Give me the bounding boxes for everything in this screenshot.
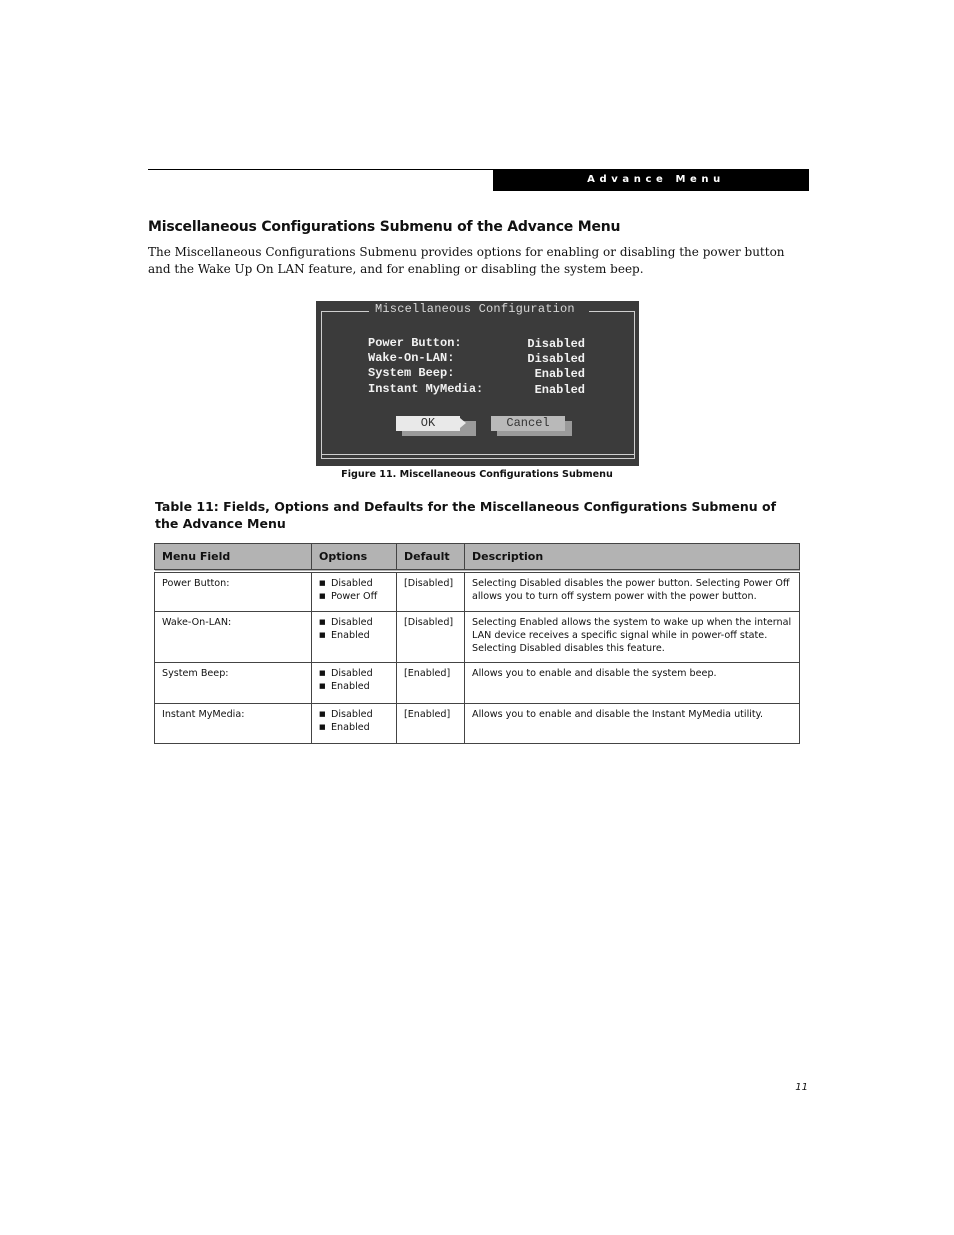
header-description: Description bbox=[465, 544, 800, 572]
option-item: ■ Disabled bbox=[319, 708, 389, 721]
table-title: Table 11: Fields, Options and Defaults for the Miscellaneous Configurations Submenu of the Advance Menu bbox=[155, 499, 777, 531]
dialog-title: Miscellaneous Configuration bbox=[375, 302, 575, 316]
option-item: ■ Enabled bbox=[319, 680, 389, 693]
cell-description: Allows you to enable and disable the system beep. bbox=[465, 662, 800, 703]
cell-options bbox=[312, 662, 397, 703]
page-number: 11 bbox=[795, 1082, 808, 1093]
figure-caption: Figure 11. Miscellaneous Configurations Submenu bbox=[341, 469, 613, 480]
option-item: ■ Disabled bbox=[319, 616, 389, 629]
table-row bbox=[155, 703, 800, 743]
option-item: ■ Power Off bbox=[319, 590, 389, 603]
ok-button[interactable]: OK bbox=[396, 416, 460, 431]
field-label-system-beep: System Beep: bbox=[368, 366, 455, 380]
table-row bbox=[155, 611, 800, 662]
cell-options bbox=[312, 611, 397, 662]
table-row bbox=[155, 662, 800, 703]
header-default: Default bbox=[397, 544, 465, 572]
cell-description: Allows you to enable and disable the Instant MyMedia utility. bbox=[465, 703, 800, 743]
cancel-button[interactable]: Cancel bbox=[491, 416, 565, 431]
field-label-instant-mymedia: Instant MyMedia: bbox=[368, 382, 484, 396]
cell-field: System Beep: bbox=[155, 662, 312, 703]
cell-options bbox=[312, 571, 397, 611]
option-item: ■ Enabled bbox=[319, 629, 389, 642]
cell-default: [Enabled] bbox=[397, 662, 465, 703]
cell-field: Power Button: bbox=[155, 571, 312, 611]
cell-field: Wake-On-LAN: bbox=[155, 611, 312, 662]
table-row bbox=[155, 571, 800, 611]
table-header-row bbox=[155, 544, 800, 572]
cell-default: [Enabled] bbox=[397, 703, 465, 743]
option-item: ■ Enabled bbox=[319, 721, 389, 734]
option-item: ■ Disabled bbox=[319, 577, 389, 590]
header-options: Options bbox=[312, 544, 397, 572]
field-value-power-button[interactable]: Disabled bbox=[527, 337, 585, 351]
running-header: Advance Menu bbox=[493, 169, 809, 191]
cell-field: Instant MyMedia: bbox=[155, 703, 312, 743]
field-label-wake-on-lan: Wake-On-LAN: bbox=[368, 351, 455, 365]
header-rule bbox=[148, 169, 493, 170]
ok-selection-arrow-icon bbox=[460, 418, 466, 428]
cell-options bbox=[312, 703, 397, 743]
field-label-power-button: Power Button: bbox=[368, 336, 462, 350]
field-value-wake-on-lan[interactable]: Disabled bbox=[527, 352, 585, 366]
cell-default: [Disabled] bbox=[397, 571, 465, 611]
bios-screen-figure bbox=[316, 301, 639, 466]
intro-paragraph: The Miscellaneous Configurations Submenu provides options for enabling or disabling the power button and the Wake Up On LAN feature, and for enabling or disabling the system beep. bbox=[148, 245, 785, 276]
header-menu-field: Menu Field bbox=[155, 544, 312, 572]
option-item: ■ Disabled bbox=[319, 667, 389, 680]
cell-description: Selecting Enabled allows the system to wake up when the internal LAN device receives a specific signal while in power-off state. Selecting Disabled disables this feature. bbox=[465, 611, 800, 662]
cell-default: [Disabled] bbox=[397, 611, 465, 662]
field-value-instant-mymedia[interactable]: Enabled bbox=[534, 383, 585, 397]
field-value-system-beep[interactable]: Enabled bbox=[534, 367, 585, 381]
section-heading: Miscellaneous Configurations Submenu of the Advance Menu bbox=[148, 219, 621, 235]
fields-table bbox=[154, 543, 800, 744]
cell-description: Selecting Disabled disables the power button. Selecting Power Off allows you to turn off system power with the power button. bbox=[465, 571, 800, 611]
